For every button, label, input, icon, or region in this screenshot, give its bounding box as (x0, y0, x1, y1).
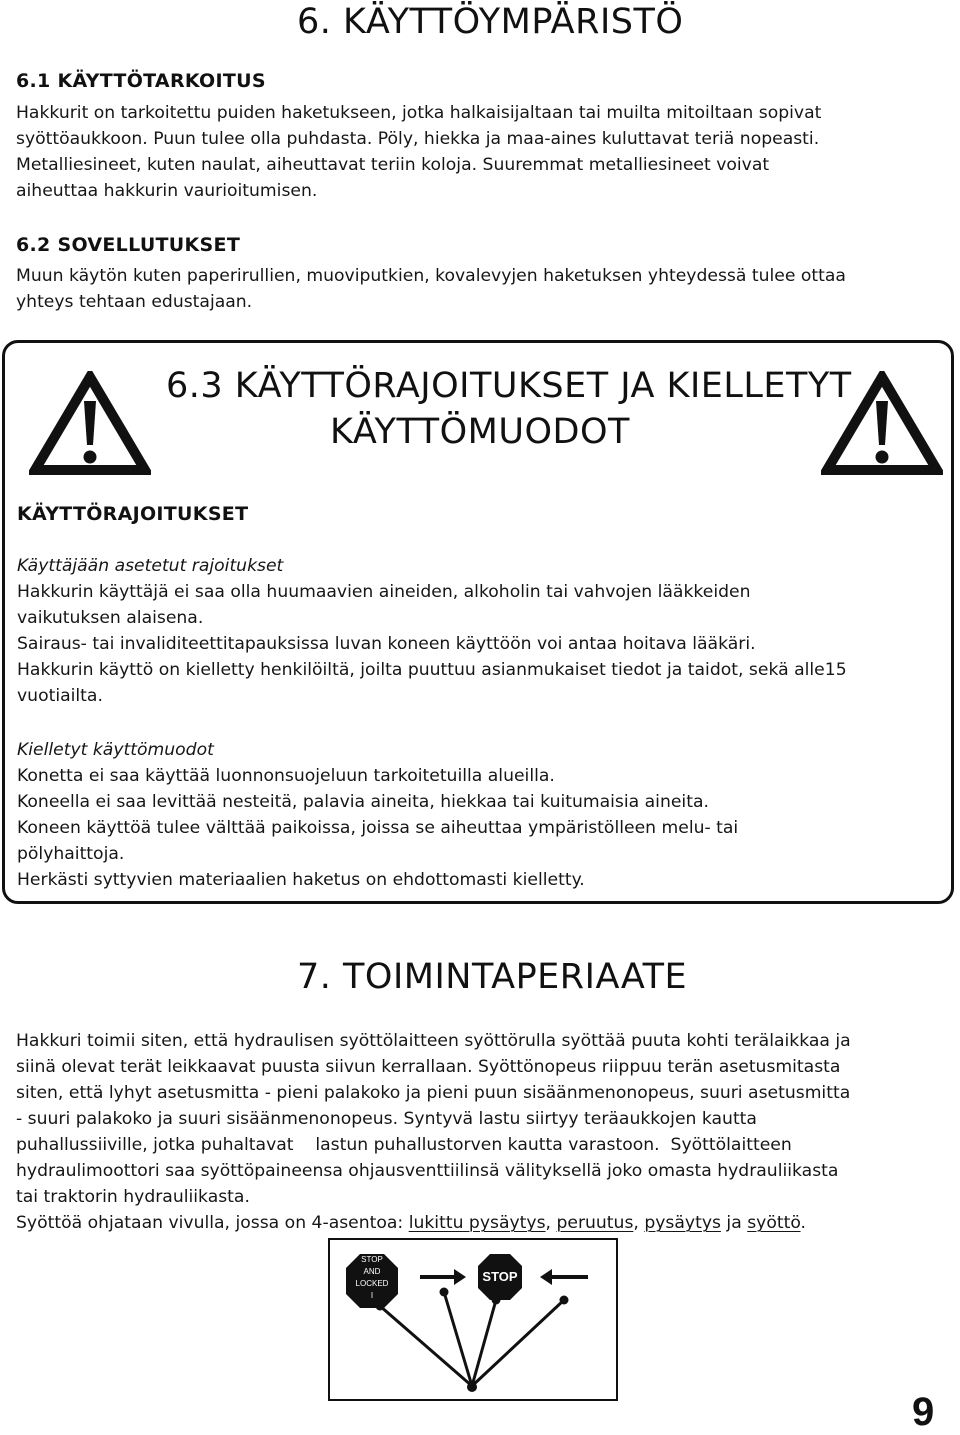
text-line: aiheuttaa hakkurin vaurioitumisen. (16, 181, 318, 201)
text-line: tai traktorin hydrauliikasta. (16, 1187, 250, 1207)
text-line: Koneen käyttöä tulee välttää paikoissa, joissa se aiheuttaa ympäristölleen melu- tai (17, 818, 739, 838)
lever-line-locked (380, 1306, 472, 1386)
restrictions-heading: KÄYTTÖRAJOITUKSET (17, 503, 249, 525)
forbidden-uses-title: Kielletyt käyttömuodot (17, 740, 214, 760)
lever-position-feed: syöttö (747, 1213, 801, 1233)
lever-position-reverse: peruutus (556, 1213, 634, 1233)
text-line: Sairaus- tai invaliditeettitapauksissa luvan koneen käyttöön voi antaa hoitava lääkäri. (17, 634, 756, 654)
text-line: vaikutuksen alaisena. (17, 608, 204, 628)
text-line: - suuri palakoko ja suuri sisäänmenonopeus. Syntyvä lastu siirtyy teräaukkojen kautta (16, 1109, 757, 1129)
text-line: siten, että lyhyt asetusmitta - pieni palakoko ja pieni puun sisäänmenonopeus, suuri asetusmitta (16, 1083, 851, 1103)
lever-line-prefix: Syöttöä ohjataan vivulla, jossa on 4-asentoa: (16, 1213, 409, 1233)
stop-locked-text: LOCKED (355, 1279, 389, 1288)
section-6-3-title-line2: KÄYTTÖMUODOT (330, 412, 630, 452)
section-7-title: 7. TOIMINTAPERIAATE (297, 957, 688, 997)
text-line: Herkästi syttyvien materiaalien haketus on ehdottomasti kielletty. (17, 870, 585, 890)
text-line: Hakkurin käyttö on kielletty henkilöiltä, joilta puuttuu asianmukaiset tiedot ja taidot, sekä alle15 (17, 660, 847, 680)
section-6-2-heading: 6.2 SOVELLUTUKSET (16, 234, 241, 256)
text-line: vuotiailta. (17, 686, 103, 706)
user-limits-block (17, 553, 847, 709)
text-line: Koneella ei saa levittää nesteitä, palavia aineita, hiekkaa tai kuitumaisia aineita. (17, 792, 709, 812)
lever-knob (560, 1296, 569, 1305)
lever-position-locked-stop: lukittu pysäytys (408, 1213, 546, 1233)
lever-diagram (328, 1238, 618, 1401)
stop-sign-label: STOP (482, 1269, 518, 1284)
arrow-left-icon (420, 1269, 466, 1285)
stop-locked-text: AND (363, 1267, 381, 1276)
lever-line-feed (472, 1300, 564, 1386)
section-6-3-title-line1: 6.3 KÄYTTÖRAJOITUKSET JA KIELLETYT (166, 366, 852, 406)
text-line: Muun käytön kuten paperirullien, muoviputkien, kovalevyjen haketuksen yhteydessä tulee ottaa (16, 266, 846, 286)
lever-line-suffix: . (800, 1213, 807, 1233)
warning-triangle-icon (29, 371, 151, 476)
text-line: Konetta ei saa käyttää luonnonsuojeluun tarkoitetuilla alueilla. (17, 766, 555, 786)
stop-locked-label (346, 1254, 398, 1302)
text-line: siinä olevat terät leikkaavat puusta siivun kerrallaan. Syöttönopeus riippuu terän asetusmitasta (16, 1057, 841, 1077)
section-7-paragraph (16, 1028, 851, 1236)
arrow-right-icon (540, 1269, 588, 1285)
text-line: Metalliesineet, kuten naulat, aiheuttavat teriin koloja. Suuremmat metalliesineet voivat (16, 155, 770, 175)
separator: , (633, 1213, 645, 1233)
lever-pivot (467, 1382, 477, 1392)
lever-position-stop: pysäytys (644, 1213, 721, 1233)
warning-box (2, 340, 954, 904)
text-line: pölyhaittoja. (17, 844, 125, 864)
text-line: syöttöaukkoon. Puun tulee olla puhdasta. Pöly, hiekka ja maa-aines kuluttavat teriä nopeasti. (16, 129, 820, 149)
separator: , (545, 1213, 557, 1233)
text-line: Hakkurit on tarkoitettu puiden haketukseen, jotka halkaisijaltaan tai muilta mitoiltaan sopivat (16, 103, 822, 123)
lever-positions-line (16, 1210, 851, 1236)
text-line: yhteys tehtaan edustajaan. (16, 292, 253, 312)
page-number: 9 (912, 1390, 935, 1434)
section-6-2-paragraph (16, 263, 846, 315)
forbidden-uses-block (17, 737, 738, 893)
section-6-1-heading: 6.1 KÄYTTÖTARKOITUS (16, 70, 266, 92)
section-6-1-paragraph (16, 100, 821, 204)
text-line: puhallussiiville, jotka puhaltavat lastun puhallustorven kautta varastoon. Syöttölaitteen (16, 1135, 792, 1155)
section-6-title: 6. KÄYTTÖYMPÄRISTÖ (297, 2, 684, 42)
stop-locked-text: STOP (361, 1255, 383, 1264)
separator: ja (720, 1213, 748, 1233)
text-line: Hakkurin käyttäjä ei saa olla huumaavien aineiden, alkoholin tai vahvojen lääkkeiden (17, 582, 751, 602)
text-line: hydraulimoottori saa syöttöpaineensa ohjausventtiilinsä välityksellä joko omasta hydrauliikasta (16, 1161, 839, 1181)
user-limits-title: Käyttäjään asetetut rajoitukset (17, 556, 284, 576)
lever-knob (440, 1288, 449, 1297)
stop-locked-text: I (370, 1291, 374, 1300)
text-line: Hakkuri toimii siten, että hydraulisen syöttölaitteen syöttörulla syöttää puuta kohti terälaikkaa ja (16, 1031, 851, 1051)
